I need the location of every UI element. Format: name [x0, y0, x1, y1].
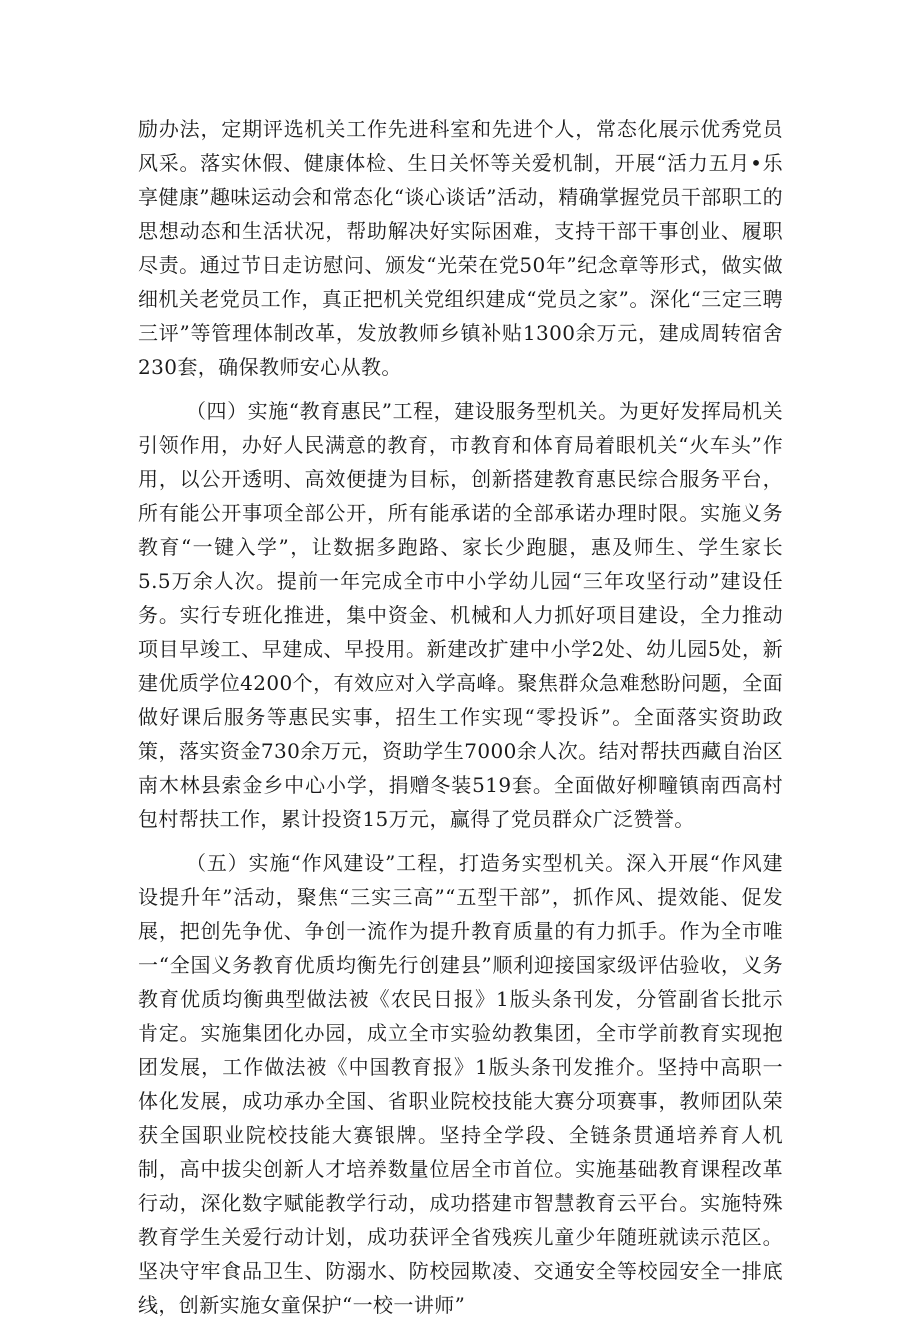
document-body — [138, 112, 783, 1322]
paragraph-education-benefits: （四）实施“教育惠民”工程，建设服务型机关。为更好发挥局机关引领作用，办好人民满意的教育，市教育和体育局着眼机关“火车头”作用，以公开透明、高效便捷为目标，创新搭建教育惠民综合服务平台，所有能公开事项全部公开，所有能承诺的全部承诺办理时限。实施义务教育“一键入学”，让数据多跑路、家长少跑腿，惠及师生、学生家长5.5万余人次。提前一年完成全市中小学幼儿园“三年攻坚行动”建设任务。实行专班化推进，集中资金、机械和人力抓好项目建设，全力推动项目早竣工、早建成、早投用。新建改扩建中小学2处、幼儿园5处，新建优质学位4200个，有效应对入学高峰。聚焦群众急难愁盼问题，全面做好课后服务等惠民实事，招生工作实现“零投诉”。全面落实资助政策，落实资金730余万元，资助学生7000余人次。结对帮扶西藏自治区南木林县索金乡中心小学，捐赠冬装519套。全面做好柳疃镇南西高村包村帮扶工作，累计投资15万元，赢得了党员群众广泛赞誉。 — [138, 399, 783, 831]
paragraph-work-style: （五）实施“作风建设”工程，打造务实型机关。深入开展“作风建设提升年”活动，聚焦“三实三高”“五型干部”，抓作风、提效能、促发展，把创先争优、争创一流作为提升教育质量的有力抓手。作为全市唯一“全国义务教育优质均衡先行创建县”顺利迎接国家级评估验收，义务教育优质均衡典型做法被《农民日报》1版头条刊发，分管副省长批示肯定。实施集团化办园，成立全市实验幼教集团，全市学前教育实现抱团发展，工作做法被《中国教育报》1版头条刊发推介。坚持中高职一体化发展，成功承办全国、省职业院校技能大赛分项赛事，教师团队荣获全国职业院校技能大赛银牌。坚持全学段、全链条贯通培养育人机制，高中拔尖创新人才培养数量位居全市首位。实施基础教育课程改革行动，深化数字赋能教学行动，成功搭建市智慧教育云平台。实施特殊教育学生关爱行动计划，成功获评全省残疾儿童少年随班就读示范区。坚决守牢食品卫生、防溺水、防校园欺凌、交通安全等校园安全一排底线，创新实施女童保护“一校一讲师” — [138, 851, 783, 1317]
paragraph-incentives-care: 励办法，定期评选机关工作先进科室和先进个人，常态化展示优秀党员风采。落实休假、健康体检、生日关怀等关爱机制，开展“活力五月•乐享健康”趣味运动会和常态化“谈心谈话”活动，精确掌握党员干部职工的思想动态和生活状况，帮助解决好实际困难，支持干部干事创业、履职尽责。通过节日走访慰问、颁发“光荣在党50年”纪念章等形式，做实做细机关老党员工作，真正把机关党组织建成“党员之家”。深化“三定三聘三评”等管理体制改革，发放教师乡镇补贴1300余万元，建成周转宿舍230套，确保教师安心从教。 — [138, 117, 783, 379]
